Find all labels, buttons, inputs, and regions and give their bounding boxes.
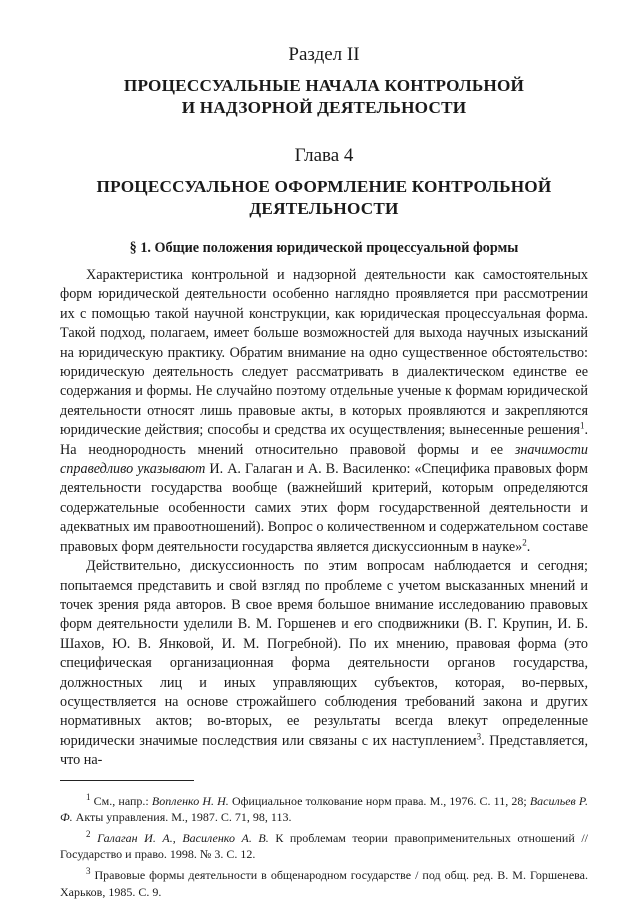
footnote-3: $^3$ Правовые формы деятельности в общенародном государстве / под общ. ред. В. М. Горшенева. Харьков, 1985. С. 9.: [60, 865, 588, 899]
body-paragraph-1: Характеристика контрольной и надзорной деятельности как самостоятельных форм юридической деятельности особенно наглядно проявляется при рассмотрении их с помощью такой научной конструкции, как юридическая процессуальная форма. Такой подход, полагаем, имеет больше возможностей для выхода научных изысканий на юридическую практику. Обратим внимание на одно существенное обстоятельство: юридическую деятельность следует рассматривать в диалектическом единстве ее содержания и формы. Не случайно поэтому отдельные ученые к формам юридической деятельности относят лишь правовые акты, в которых проявляются и закрепляются юридические действия; способы и средства их осуществления; вынесенные решения$^1$. На неоднородность мнений относительно правовой формы и ее значимости справедливо указывают И. А. Галаган и А. В. Василенко: «Специфика правовых форм деятельности государства вообще (важнейший критерий, которым определяются содержательные особенности самих этих форм государственной деятельности и адекватных им правоотношений). Вопрос о количественном и содержательном составе правовых форм деятельности государства является дискуссионным в науке»$^2$.: [60, 267, 588, 555]
chapter-label: Глава 4: [294, 145, 354, 166]
body-paragraph-2: Действительно, дискуссионность по этим вопросам наблюдается и сегодня; попытаемся представить и свой взгляд по проблеме с учетом высказанных мнений и точек зрения ряда авторов. В свое время большое внимание исследованию правовых форм деятельности уделили В. М. Горшенев и его сподвижники (В. Г. Крупин, И. Б. Шахов, Ю. В. Янковой, И. М. Погребной). По их мнению, правовая форма (это специфическая организационная форма деятельности органов государства, должностных лиц и иных управляющих субъектов, которая, во-первых, осуществляется на основе строжайшего соблюдения требований закона и других нормативных актов; во-вторых, ее результаты всегда влекут определенные юридически значимые последствия или связаны с их наступлением$^3$. Представляется, что на-: [60, 558, 588, 769]
section-title: [60, 75, 588, 119]
section-title-line2: И НАДЗОРНОЙ ДЕЯТЕЛЬНОСТИ: [181, 98, 467, 117]
emphasis-text: значимости справедливо указывают: [60, 441, 588, 478]
footnote-2: $^2$ Галаган И. А., Василенко А. В. К проблемам теории правоприменительных отношений // Государство и право. 1998. № 3. С. 12.: [60, 828, 589, 862]
footnote-ref-2: 2: [522, 536, 527, 547]
chapter-title: [60, 176, 588, 220]
footnote-ref-1: 1: [579, 420, 585, 431]
footnote-ref-3: 3: [476, 731, 482, 742]
body-text: [60, 266, 588, 771]
chapter-title-line1: ПРОЦЕССУАЛЬНОЕ ОФОРМЛЕНИЕ КОНТРОЛЬНОЙ: [96, 177, 552, 196]
section-label: Раздел II: [288, 44, 360, 65]
book-page: [60, 44, 588, 904]
chapter-title-line2: ДЕЯТЕЛЬНОСТИ: [249, 199, 399, 218]
footnote-separator: [60, 780, 194, 781]
section-title-line1: ПРОЦЕССУАЛЬНЫЕ НАЧАЛА КОНТРОЛЬНОЙ: [123, 76, 525, 95]
paragraph-heading: § 1. Общие положения юридической процессуальной формы: [129, 240, 519, 256]
footnotes: [60, 793, 588, 901]
footnote-1: $^1$ См., напр.: Вопленко Н. Н. Официальное толкование норм права. М., 1976. С. 11, 28; Васильев Р. Ф. Акты управления. М., 1987. С. 71, 98, 113.: [60, 791, 588, 825]
